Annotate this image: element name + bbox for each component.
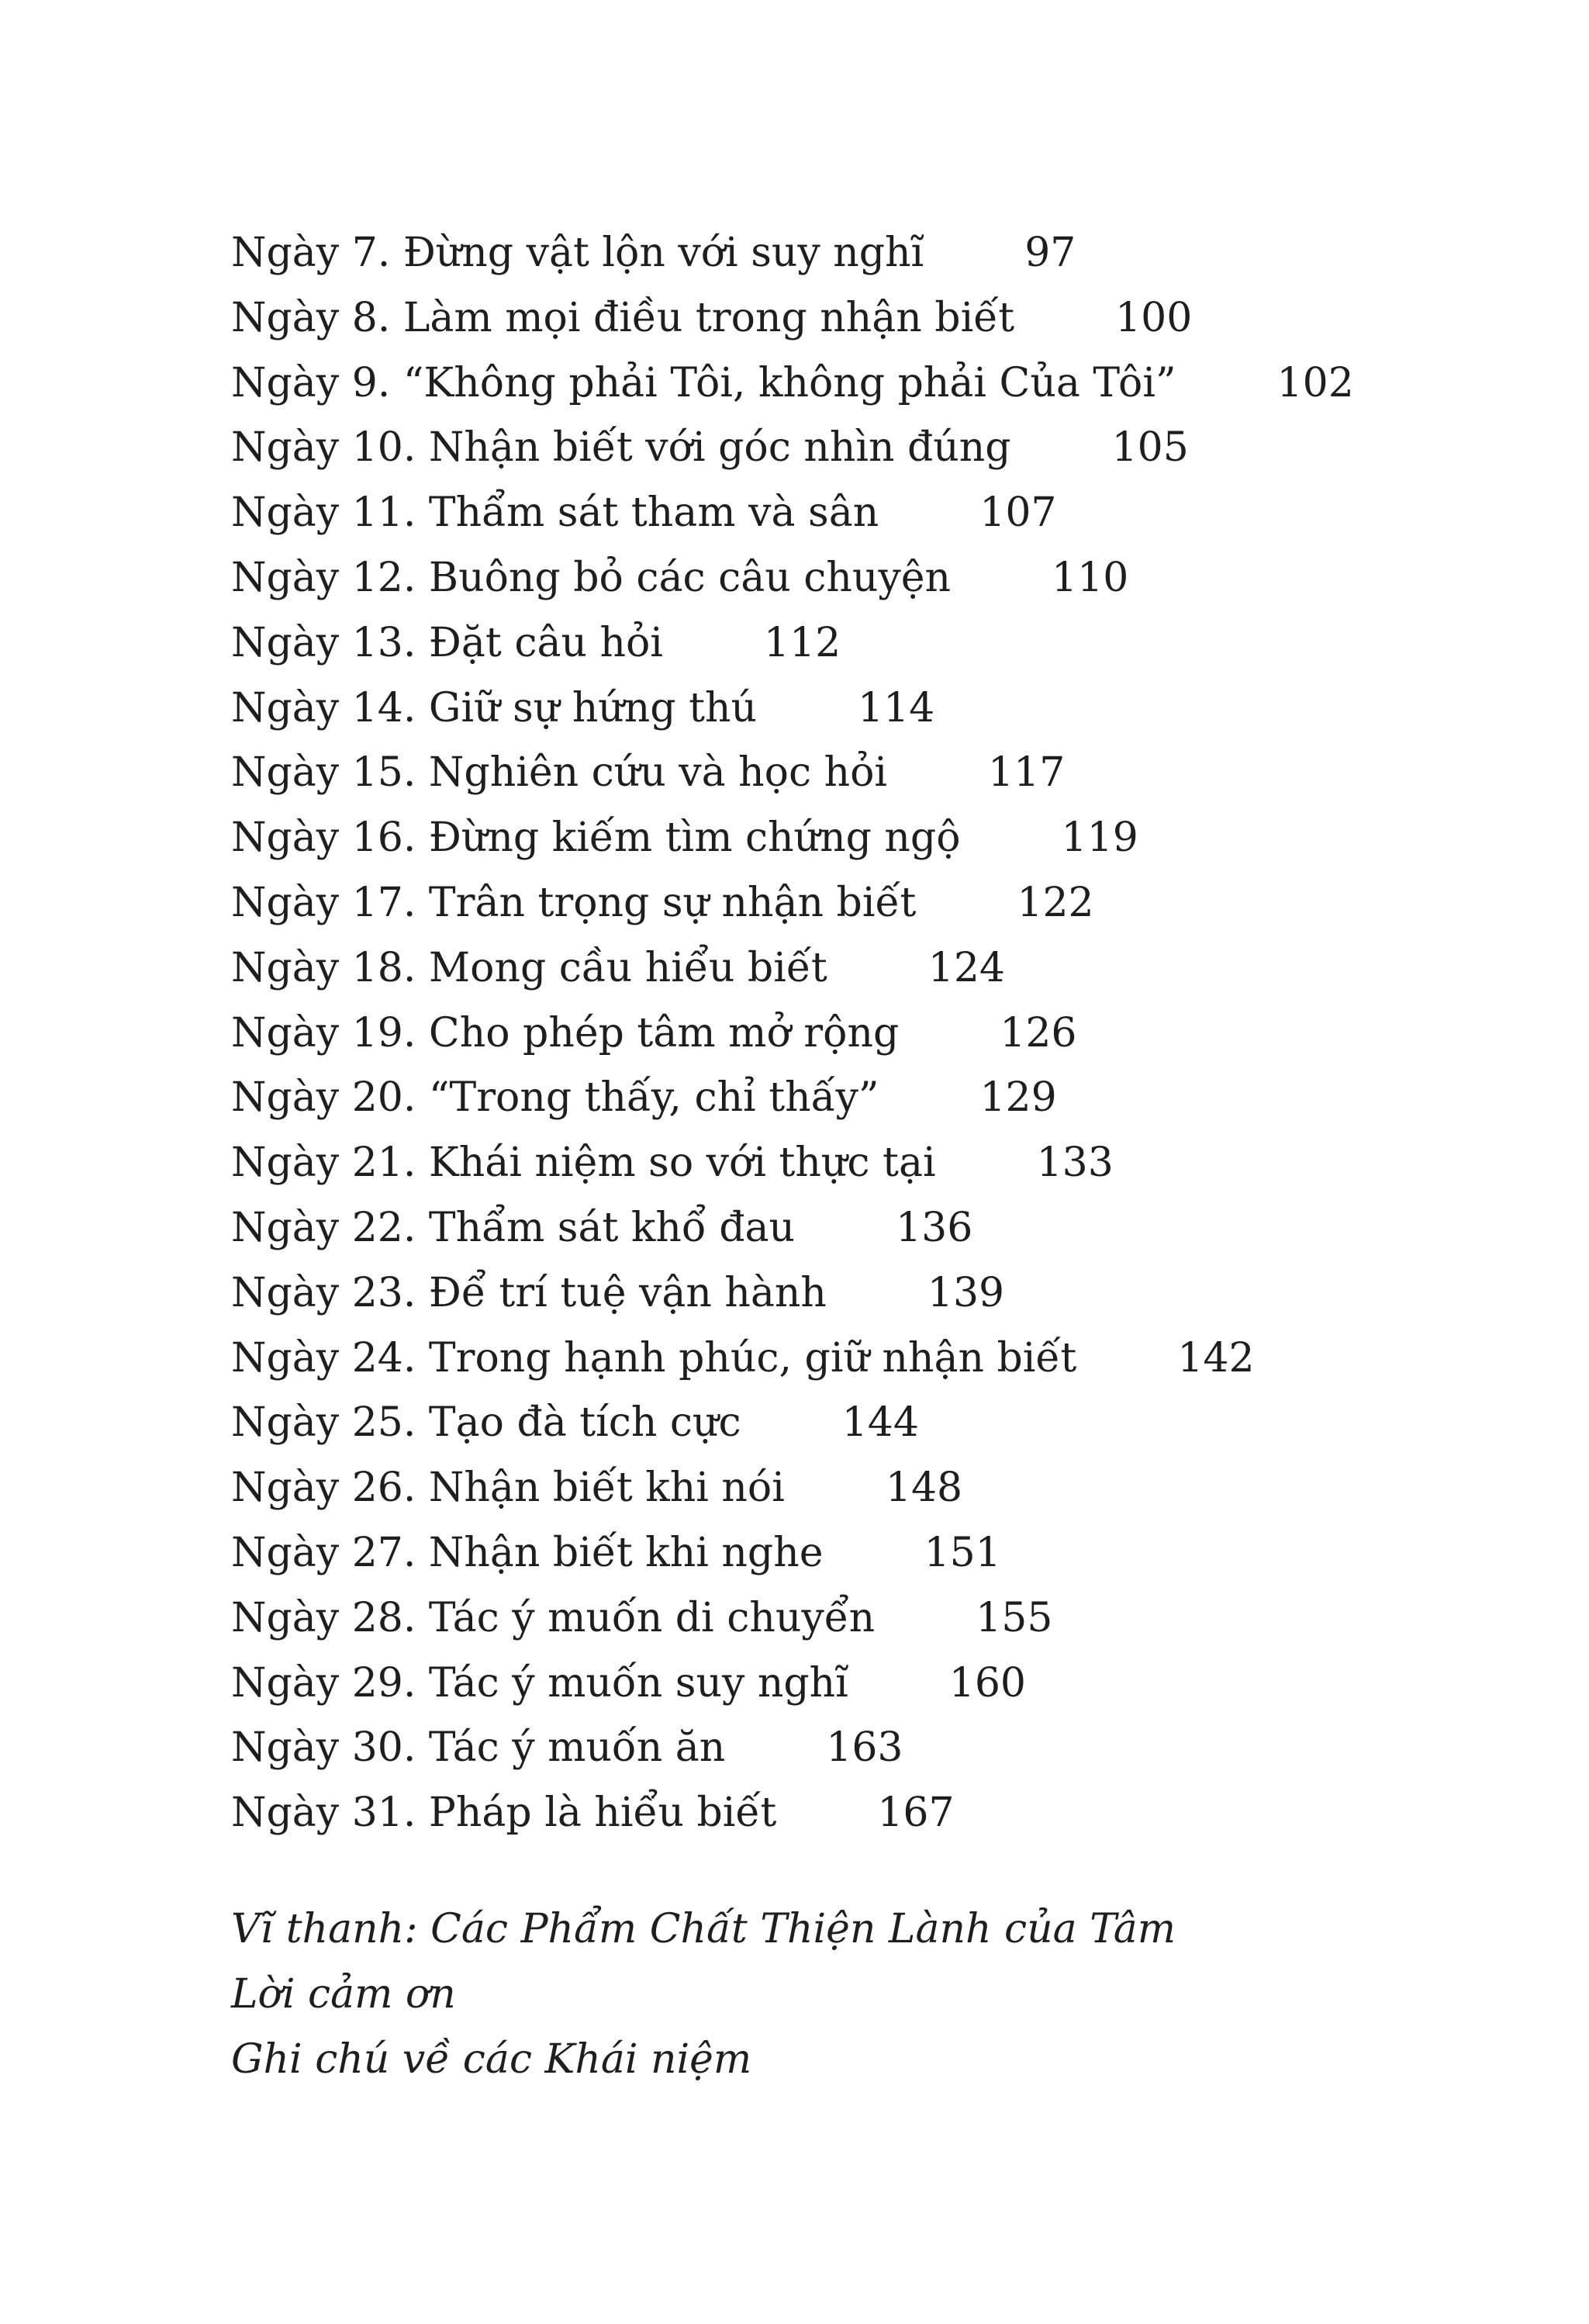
epilogue-entry[interactable]: Vĩ thanh: Các Phẩm Chất Thiện Lành của Tâm [231,1906,1176,1952]
toc-entry-page: 126 [1000,1009,1077,1057]
toc-entry-title: Ngày 25. Tạo đà tích cực [231,1399,741,1447]
toc-entry-title: Ngày 21. Khái niệm so với thực tại [231,1140,936,1187]
toc-entry-page: 100 [1115,294,1193,341]
toc-entry-page: 119 [1061,814,1138,862]
toc-entry-page: 155 [976,1594,1053,1641]
toc-entry-title: Ngày 19. Cho phép tâm mở rộng [231,1009,900,1057]
toc-entry-page: 112 [763,619,841,666]
toc-entry-page: 167 [877,1790,955,1837]
toc-entry[interactable] [231,1781,1472,1846]
toc-entry-title: Ngày 23. Để trí tuệ vận hành [231,1269,827,1316]
toc-entry[interactable] [231,481,1472,546]
toc-entry[interactable] [231,1586,1472,1651]
toc-entry[interactable] [231,1651,1472,1717]
toc-entry-page: 105 [1111,424,1189,472]
toc-entry-title: Ngày 30. Tác ý muốn ăn [231,1724,726,1772]
toc-entry-title: Ngày 28. Tác ý muốn di chuyển [231,1594,876,1641]
toc-entry-title: Ngày 13. Đặt câu hỏi [231,619,663,666]
toc-entry[interactable] [231,1391,1472,1456]
acknowledgements-entry[interactable]: Lời cảm ơn [231,1971,456,2018]
toc-entry-title: Ngày 24. Trong hạnh phúc, giữ nhận biết [231,1334,1077,1382]
toc-entry-title: Ngày 14. Giữ sự hứng thú [231,684,757,731]
toc-entry-title: Ngày 22. Thẩm sát khổ đau [231,1204,796,1251]
toc-entry[interactable] [231,806,1472,871]
toc-entry-page: 133 [1036,1140,1114,1187]
toc-entry-page: 142 [1177,1334,1255,1382]
toc-entry[interactable] [231,1196,1472,1261]
toc-entry-title: Ngày 11. Thẩm sát tham và sân [231,489,879,537]
toc-entry-page: 136 [896,1204,973,1251]
toc-entry-title: Ngày 7. Đừng vật lộn với suy nghĩ [231,230,924,276]
toc-entry-title: Ngày 9. “Không phải Tôi, không phải Của Tôi” [231,359,1176,406]
toc-entry-page: 163 [826,1724,903,1772]
toc-entry-page: 102 [1276,359,1354,406]
toc-entry-title: Ngày 10. Nhận biết với góc nhìn đúng [231,424,1011,472]
toc-entry-title: Ngày 17. Trân trọng sự nhận biết [231,879,917,926]
toc-entry-title: Ngày 16. Đừng kiếm tìm chứng ngộ [231,814,961,862]
toc-entry-title: Ngày 20. “Trong thấy, chỉ thấy” [231,1074,879,1122]
toc-entry[interactable] [231,676,1472,742]
toc-entry-page: 144 [841,1399,919,1447]
toc-entry-page: 151 [924,1529,1001,1576]
toc-entry-title: Ngày 18. Mong cầu hiểu biết [231,944,827,991]
toc-entry-title: Ngày 8. Làm mọi điều trong nhận biết [231,294,1015,341]
toc-entry-title: Ngày 29. Tác ý muốn suy nghĩ [231,1659,848,1707]
toc-entry-page: 139 [927,1269,1005,1316]
toc-entry-page: 122 [1017,879,1094,926]
toc-entry-page: 160 [948,1659,1027,1707]
toc-entry[interactable] [231,351,1472,417]
toc-entry[interactable] [231,221,1472,286]
toc-entry[interactable] [231,1716,1472,1781]
toc-entry[interactable] [231,611,1472,676]
toc-entry[interactable] [231,286,1472,351]
toc-entry-page: 129 [979,1074,1057,1122]
toc-entry[interactable] [231,416,1472,481]
toc-entry[interactable] [231,741,1472,806]
toc-entry-title: Ngày 12. Buông bỏ các câu chuyện [231,554,952,601]
backmatter-list [231,1897,1472,2092]
toc-entry-page: 114 [857,684,935,731]
toc-entry[interactable] [231,1326,1472,1392]
toc-entry[interactable] [231,1456,1472,1521]
toc-entry[interactable] [231,1001,1472,1067]
toc-entry[interactable] [231,871,1472,936]
toc-entry-page: 107 [979,489,1057,537]
toc-entry[interactable] [231,1521,1472,1586]
table-of-contents [231,221,1472,1846]
toc-entry-page: 97 [1024,230,1076,276]
toc-entry-title: Ngày 26. Nhận biết khi nói [231,1465,785,1512]
toc-entry[interactable] [231,1066,1472,1131]
toc-entry[interactable] [231,1261,1472,1326]
toc-entry-page: 124 [927,944,1005,991]
toc-entry-title: Ngày 31. Pháp là hiểu biết [231,1790,777,1837]
notes-entry[interactable]: Ghi chú về các Khái niệm [231,2036,752,2083]
toc-entry-page: 117 [988,749,1066,797]
toc-entry-page: 110 [1052,554,1129,601]
toc-entry-title: Ngày 27. Nhận biết khi nghe [231,1529,824,1576]
toc-entry[interactable] [231,1131,1472,1196]
toc-entry-title: Ngày 15. Nghiên cứu và học hỏi [231,749,888,797]
toc-entry[interactable] [231,546,1472,611]
toc-entry[interactable] [231,936,1472,1001]
toc-entry-page: 148 [885,1465,963,1512]
